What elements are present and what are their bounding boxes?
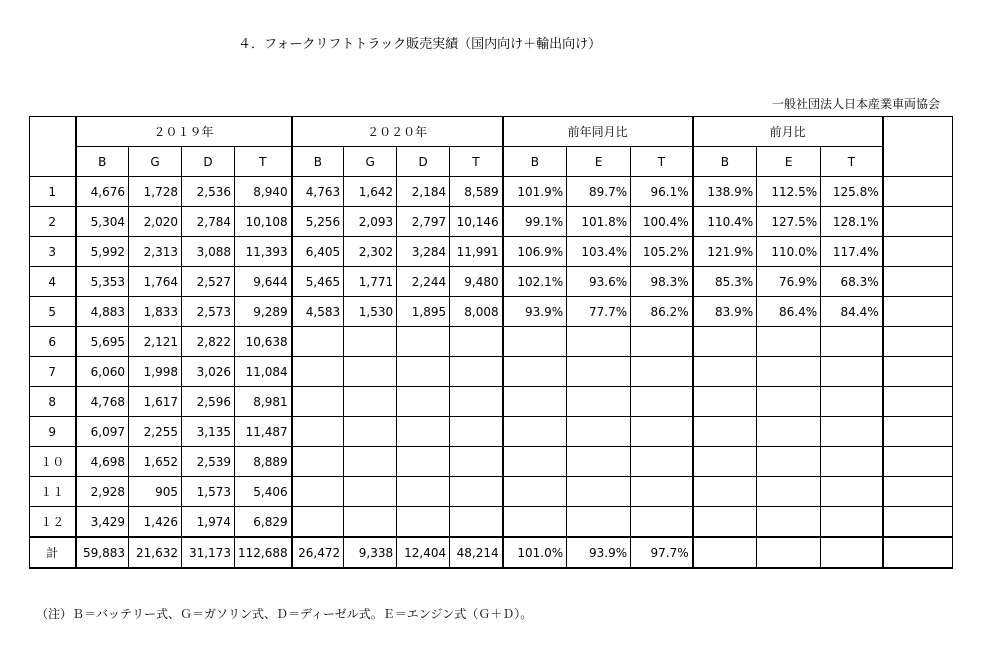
cell-2020: 5,465	[292, 267, 344, 297]
cell-2020	[292, 477, 344, 507]
cell-2019: 1,998	[129, 357, 182, 387]
col-header: G	[344, 147, 397, 177]
cell-2019: 8,940	[235, 177, 292, 207]
cell-2020: 11,991	[450, 237, 503, 267]
cell-mom	[757, 417, 821, 447]
cell-mom: 76.9%	[757, 267, 821, 297]
month-label: 8	[30, 387, 76, 417]
cell-yoy	[567, 447, 631, 477]
cell-mom	[757, 507, 821, 538]
cell-2019: 2,573	[182, 297, 235, 327]
cell-mom: 138.9%	[693, 177, 757, 207]
cell-mom	[693, 447, 757, 477]
cell-2020	[292, 327, 344, 357]
cell-2019: 31,173	[182, 537, 235, 568]
cell-2020	[344, 417, 397, 447]
cell-2020: 1,530	[344, 297, 397, 327]
cell-2019: 2,784	[182, 207, 235, 237]
blank-cell	[883, 207, 953, 237]
cell-2020	[450, 357, 503, 387]
col-header: T	[821, 147, 883, 177]
col-header: B	[292, 147, 344, 177]
cell-mom: 110.0%	[757, 237, 821, 267]
cell-2020	[450, 507, 503, 538]
cell-mom	[693, 507, 757, 538]
cell-2019: 11,393	[235, 237, 292, 267]
cell-2019: 1,426	[129, 507, 182, 538]
cell-2020: 8,589	[450, 177, 503, 207]
col-header: E	[757, 147, 821, 177]
sales-table	[29, 116, 953, 569]
cell-mom: 117.4%	[821, 237, 883, 267]
cell-yoy: 106.9%	[503, 237, 567, 267]
cell-mom	[821, 387, 883, 417]
col-header: B	[503, 147, 567, 177]
cell-mom: 83.9%	[693, 297, 757, 327]
col-header: D	[397, 147, 450, 177]
table-row	[30, 417, 953, 447]
table-row	[30, 297, 953, 327]
table-row	[30, 177, 953, 207]
cell-2020: 5,256	[292, 207, 344, 237]
cell-2020: 10,146	[450, 207, 503, 237]
cell-mom	[821, 477, 883, 507]
cell-2020: 12,404	[397, 537, 450, 568]
blank-cell	[883, 477, 953, 507]
col-header: B	[76, 147, 129, 177]
cell-yoy: 99.1%	[503, 207, 567, 237]
blank-cell	[883, 177, 953, 207]
cell-mom: 84.4%	[821, 297, 883, 327]
cell-2019: 1,728	[129, 177, 182, 207]
cell-2019: 3,026	[182, 357, 235, 387]
cell-2020	[344, 387, 397, 417]
cell-2019: 5,406	[235, 477, 292, 507]
cell-2019: 2,596	[182, 387, 235, 417]
cell-2019: 2,539	[182, 447, 235, 477]
cell-2019: 2,121	[129, 327, 182, 357]
cell-2020: 3,284	[397, 237, 450, 267]
cell-mom	[693, 537, 757, 568]
cell-2020	[450, 447, 503, 477]
col-header: B	[693, 147, 757, 177]
col-header: T	[450, 147, 503, 177]
cell-2020	[397, 327, 450, 357]
cell-yoy	[567, 477, 631, 507]
organization-name: 一般社団法人日本産業車両協会	[771, 97, 940, 111]
cell-2019: 10,638	[235, 327, 292, 357]
cell-yoy: 86.2%	[631, 297, 693, 327]
table-row	[30, 267, 953, 297]
cell-mom	[821, 357, 883, 387]
cell-yoy	[503, 447, 567, 477]
cell-yoy: 103.4%	[567, 237, 631, 267]
month-label: 3	[30, 237, 76, 267]
cell-mom	[821, 417, 883, 447]
month-label: 2	[30, 207, 76, 237]
month-label: 9	[30, 417, 76, 447]
cell-yoy: 100.4%	[631, 207, 693, 237]
cell-yoy	[631, 447, 693, 477]
cell-2020	[397, 417, 450, 447]
cell-yoy	[503, 507, 567, 538]
cell-2020	[450, 477, 503, 507]
blank-header-cell	[883, 117, 953, 177]
col-header: E	[567, 147, 631, 177]
cell-mom	[693, 357, 757, 387]
cell-2019: 4,883	[76, 297, 129, 327]
table-row	[30, 237, 953, 267]
cell-2019: 5,304	[76, 207, 129, 237]
cell-2019: 6,060	[76, 357, 129, 387]
cell-mom	[693, 417, 757, 447]
table-row	[30, 477, 953, 507]
cell-mom	[821, 447, 883, 477]
blank-cell	[883, 387, 953, 417]
month-label: 6	[30, 327, 76, 357]
cell-2020: 8,008	[450, 297, 503, 327]
cell-mom: 112.5%	[757, 177, 821, 207]
cell-mom: 127.5%	[757, 207, 821, 237]
cell-2019: 1,573	[182, 477, 235, 507]
cell-2020: 2,184	[397, 177, 450, 207]
cell-2019: 8,981	[235, 387, 292, 417]
footnote: （注）Ｂ＝バッテリー式、Ｇ＝ガソリン式、Ｄ＝ディーゼル式。Ｅ＝エンジン式（Ｇ＋Ｄ）。	[36, 607, 533, 621]
month-label: 1	[30, 177, 76, 207]
group-header-yoy: 前年同月比	[503, 117, 693, 147]
month-label: １１	[30, 477, 76, 507]
cell-2020	[450, 417, 503, 447]
cell-2019: 1,974	[182, 507, 235, 538]
cell-yoy: 101.9%	[503, 177, 567, 207]
table-row	[30, 447, 953, 477]
cell-2019: 11,487	[235, 417, 292, 447]
cell-mom	[821, 537, 883, 568]
cell-2019: 905	[129, 477, 182, 507]
month-label: １０	[30, 447, 76, 477]
cell-2020: 1,771	[344, 267, 397, 297]
cell-yoy	[503, 357, 567, 387]
cell-2020	[450, 387, 503, 417]
month-label: 7	[30, 357, 76, 387]
cell-mom: 110.4%	[693, 207, 757, 237]
cell-mom: 85.3%	[693, 267, 757, 297]
blank-cell	[883, 537, 953, 568]
cell-yoy: 77.7%	[567, 297, 631, 327]
table-row	[30, 357, 953, 387]
cell-mom	[693, 477, 757, 507]
cell-yoy: 102.1%	[503, 267, 567, 297]
cell-mom	[757, 387, 821, 417]
blank-cell	[883, 327, 953, 357]
cell-2020: 26,472	[292, 537, 344, 568]
cell-2019: 2,536	[182, 177, 235, 207]
cell-2019: 2,822	[182, 327, 235, 357]
month-header-cell	[30, 117, 76, 177]
cell-yoy	[631, 387, 693, 417]
cell-2019: 9,644	[235, 267, 292, 297]
cell-2020	[292, 357, 344, 387]
cell-2019: 4,698	[76, 447, 129, 477]
cell-mom	[757, 447, 821, 477]
cell-2019: 5,992	[76, 237, 129, 267]
cell-2019: 1,652	[129, 447, 182, 477]
cell-2020	[292, 417, 344, 447]
cell-2020	[344, 357, 397, 387]
cell-mom: 121.9%	[693, 237, 757, 267]
cell-yoy: 93.9%	[503, 297, 567, 327]
blank-cell	[883, 237, 953, 267]
cell-2019: 4,676	[76, 177, 129, 207]
cell-yoy	[631, 507, 693, 538]
cell-2019: 21,632	[129, 537, 182, 568]
cell-yoy	[567, 507, 631, 538]
cell-mom	[693, 387, 757, 417]
cell-yoy	[631, 357, 693, 387]
cell-2019: 2,928	[76, 477, 129, 507]
cell-yoy	[567, 327, 631, 357]
cell-2020	[292, 447, 344, 477]
cell-yoy: 101.0%	[503, 537, 567, 568]
table-row	[30, 387, 953, 417]
cell-2019: 3,135	[182, 417, 235, 447]
cell-2020: 2,093	[344, 207, 397, 237]
cell-mom: 128.1%	[821, 207, 883, 237]
cell-2020	[397, 477, 450, 507]
cell-2020: 4,583	[292, 297, 344, 327]
cell-yoy: 97.7%	[631, 537, 693, 568]
cell-2020	[344, 477, 397, 507]
cell-yoy	[631, 417, 693, 447]
cell-2020: 4,763	[292, 177, 344, 207]
cell-2020: 2,797	[397, 207, 450, 237]
table-row	[30, 327, 953, 357]
cell-2019: 3,088	[182, 237, 235, 267]
cell-2020: 2,302	[344, 237, 397, 267]
blank-cell	[883, 357, 953, 387]
page-title: ４．フォークリフトトラック販売実績（国内向け＋輸出向け）	[238, 37, 602, 52]
cell-2020	[397, 387, 450, 417]
blank-cell	[883, 417, 953, 447]
cell-yoy	[503, 477, 567, 507]
cell-2020	[450, 327, 503, 357]
cell-2020: 9,338	[344, 537, 397, 568]
header-group-row	[30, 117, 953, 147]
cell-yoy: 98.3%	[631, 267, 693, 297]
cell-2019: 112,688	[235, 537, 292, 568]
cell-2020: 1,642	[344, 177, 397, 207]
cell-yoy	[567, 357, 631, 387]
cell-2019: 11,084	[235, 357, 292, 387]
cell-2020	[292, 507, 344, 538]
blank-cell	[883, 297, 953, 327]
cell-yoy	[631, 477, 693, 507]
cell-yoy: 105.2%	[631, 237, 693, 267]
cell-2019: 6,097	[76, 417, 129, 447]
cell-mom	[757, 537, 821, 568]
cell-2020	[397, 447, 450, 477]
cell-2020: 1,895	[397, 297, 450, 327]
cell-2020	[344, 507, 397, 538]
cell-2020: 2,244	[397, 267, 450, 297]
group-header-mom: 前月比	[693, 117, 883, 147]
cell-2019: 3,429	[76, 507, 129, 538]
total-row	[30, 537, 953, 568]
cell-yoy: 96.1%	[631, 177, 693, 207]
table-body	[30, 177, 953, 569]
cell-2020	[397, 357, 450, 387]
cell-2019: 1,764	[129, 267, 182, 297]
cell-2019: 2,255	[129, 417, 182, 447]
table-row	[30, 507, 953, 538]
cell-2019: 4,768	[76, 387, 129, 417]
month-label: 計	[30, 537, 76, 568]
cell-mom	[757, 327, 821, 357]
cell-2020	[397, 507, 450, 538]
header-sub-row	[30, 147, 953, 177]
cell-mom: 86.4%	[757, 297, 821, 327]
cell-mom: 68.3%	[821, 267, 883, 297]
cell-mom: 125.8%	[821, 177, 883, 207]
cell-yoy: 101.8%	[567, 207, 631, 237]
cell-yoy	[567, 387, 631, 417]
cell-mom	[693, 327, 757, 357]
col-header: T	[235, 147, 292, 177]
cell-2019: 2,527	[182, 267, 235, 297]
cell-2019: 10,108	[235, 207, 292, 237]
cell-2019: 59,883	[76, 537, 129, 568]
month-label: １２	[30, 507, 76, 538]
cell-2019: 2,313	[129, 237, 182, 267]
col-header: G	[129, 147, 182, 177]
cell-yoy	[503, 417, 567, 447]
cell-mom	[821, 507, 883, 538]
cell-yoy	[503, 387, 567, 417]
cell-2020	[344, 447, 397, 477]
cell-mom	[757, 477, 821, 507]
group-header-2020: ２０２０年	[292, 117, 503, 147]
cell-2019: 9,289	[235, 297, 292, 327]
cell-2019: 1,617	[129, 387, 182, 417]
cell-2020: 9,480	[450, 267, 503, 297]
cell-2019: 5,695	[76, 327, 129, 357]
month-label: 5	[30, 297, 76, 327]
cell-yoy	[503, 327, 567, 357]
cell-2019: 2,020	[129, 207, 182, 237]
cell-yoy: 93.9%	[567, 537, 631, 568]
col-header: D	[182, 147, 235, 177]
cell-mom	[821, 327, 883, 357]
cell-yoy: 93.6%	[567, 267, 631, 297]
cell-2020	[344, 327, 397, 357]
cell-mom	[757, 357, 821, 387]
cell-2019: 8,889	[235, 447, 292, 477]
cell-yoy	[567, 417, 631, 447]
cell-2019: 1,833	[129, 297, 182, 327]
cell-2019: 6,829	[235, 507, 292, 538]
cell-2019: 5,353	[76, 267, 129, 297]
blank-cell	[883, 447, 953, 477]
month-label: 4	[30, 267, 76, 297]
cell-2020: 48,214	[450, 537, 503, 568]
blank-cell	[883, 507, 953, 538]
cell-2020: 6,405	[292, 237, 344, 267]
col-header: T	[631, 147, 693, 177]
group-header-2019: ２０１９年	[76, 117, 292, 147]
blank-cell	[883, 267, 953, 297]
cell-yoy	[631, 327, 693, 357]
cell-2020	[292, 387, 344, 417]
table-row	[30, 207, 953, 237]
cell-yoy: 89.7%	[567, 177, 631, 207]
